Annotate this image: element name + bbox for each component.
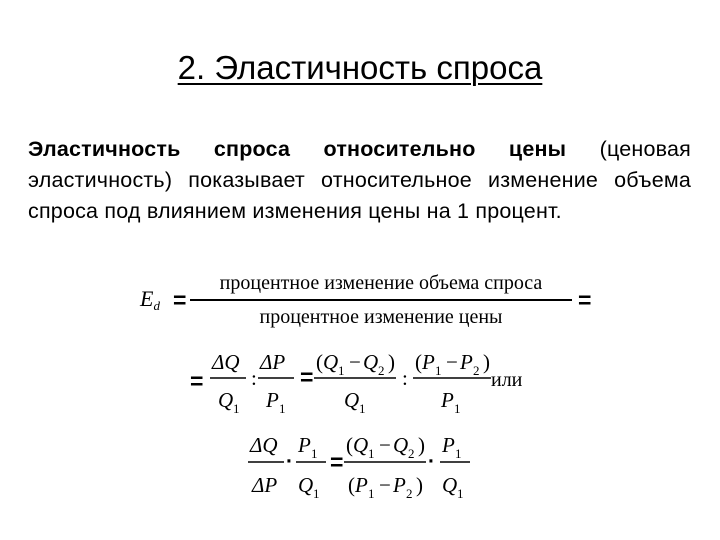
svg-text:1: 1 xyxy=(279,401,286,416)
svg-text:1: 1 xyxy=(368,446,375,461)
svg-text:·: · xyxy=(428,450,435,473)
svg-text:1: 1 xyxy=(233,401,240,416)
svg-text:·: · xyxy=(286,450,293,473)
svg-text:P: P xyxy=(460,350,473,374)
svg-text:1: 1 xyxy=(368,486,375,501)
svg-text:P: P xyxy=(441,388,454,412)
svg-text:P: P xyxy=(442,433,455,457)
svg-text:ΔQ: ΔQ xyxy=(212,350,240,374)
svg-text:−: − xyxy=(349,350,361,374)
paragraph-rest: (ценовая эластичность) показывает относительное изменение объема спроса под влиянием изменения цены на 1 процент. xyxy=(28,137,691,223)
fraction-bar-1 xyxy=(190,299,572,301)
svg-text:2: 2 xyxy=(406,486,413,501)
ed-symbol: $E_d$ xyxy=(140,286,160,313)
svg-text:Q: Q xyxy=(323,350,339,374)
svg-text:(: ( xyxy=(316,350,323,374)
svg-text:): ) xyxy=(483,350,490,374)
svg-text:Q: Q xyxy=(344,388,360,412)
svg-text:1: 1 xyxy=(359,401,366,416)
svg-text:Q: Q xyxy=(393,433,409,457)
formula-line-2 xyxy=(208,345,538,421)
svg-text:ΔP: ΔP xyxy=(260,350,286,374)
or-text: или xyxy=(491,369,523,391)
svg-text:Q: Q xyxy=(363,350,379,374)
svg-text:P: P xyxy=(298,433,311,457)
svg-text:1: 1 xyxy=(457,486,464,501)
svg-text:1: 1 xyxy=(338,363,345,378)
svg-text:2: 2 xyxy=(378,363,385,378)
bold-lead: Эластичность спроса относительно цены xyxy=(28,137,567,161)
equals-3: = xyxy=(190,368,204,394)
title-text: 2. Эластичность спроса xyxy=(177,49,543,86)
svg-text:=: = xyxy=(330,449,344,475)
svg-text:Q: Q xyxy=(353,433,369,457)
svg-text:(: ( xyxy=(346,433,353,457)
svg-text::: : xyxy=(402,366,408,390)
svg-text:P: P xyxy=(422,350,435,374)
formula-line-3 xyxy=(246,428,486,508)
svg-text:1: 1 xyxy=(454,401,461,416)
svg-text:2: 2 xyxy=(473,363,480,378)
svg-text:Q: Q xyxy=(442,473,458,497)
svg-text:1: 1 xyxy=(313,486,320,501)
svg-text:): ) xyxy=(388,350,395,374)
svg-text:1: 1 xyxy=(455,446,462,461)
svg-text:(: ( xyxy=(348,473,355,497)
svg-text::: : xyxy=(251,366,257,390)
svg-text:Q: Q xyxy=(218,388,234,412)
equals-2: = xyxy=(578,287,592,313)
svg-text:1: 1 xyxy=(311,446,318,461)
svg-text:P: P xyxy=(266,388,279,412)
svg-text:P: P xyxy=(355,473,368,497)
denominator-text: процентное изменение цены xyxy=(259,306,503,328)
svg-text:(: ( xyxy=(415,350,422,374)
svg-text:−: − xyxy=(379,473,391,497)
svg-text:−: − xyxy=(446,350,458,374)
slide-title xyxy=(0,48,720,88)
svg-text:=: = xyxy=(300,364,314,390)
svg-text:2: 2 xyxy=(408,446,415,461)
svg-text:1: 1 xyxy=(435,363,442,378)
equals-1: = xyxy=(173,287,187,313)
svg-text:ΔP: ΔP xyxy=(252,473,278,497)
definition-paragraph xyxy=(28,134,691,227)
svg-text:−: − xyxy=(379,433,391,457)
svg-text:Q: Q xyxy=(298,473,314,497)
svg-text:P: P xyxy=(393,473,406,497)
numerator-text: процентное изменение объема спроса xyxy=(219,272,543,294)
svg-text:): ) xyxy=(416,473,423,497)
svg-text:ΔQ: ΔQ xyxy=(250,433,278,457)
svg-text:): ) xyxy=(418,433,425,457)
